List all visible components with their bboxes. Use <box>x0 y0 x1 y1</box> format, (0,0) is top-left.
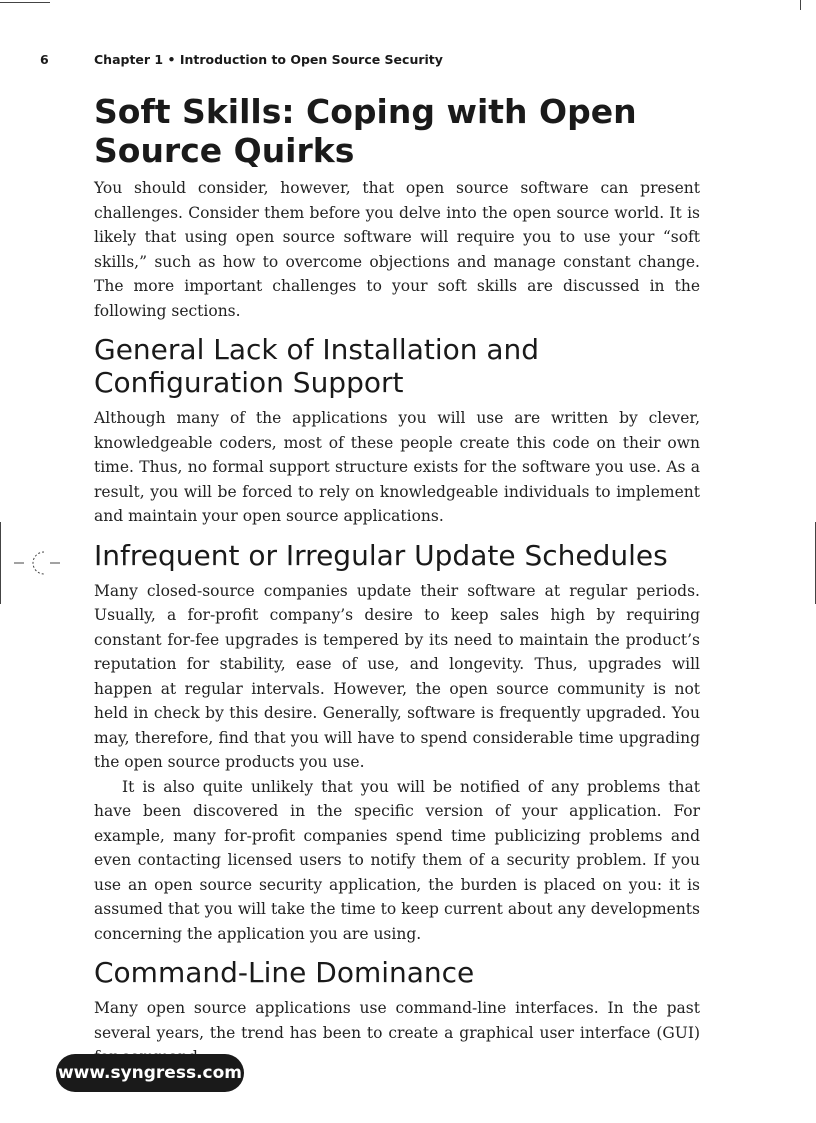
paragraph: Many closed-source companies update their software at regular periods. Usually, a for-profit company’s desire to keep sales high by requiring constant for-fee upgrades is tempered by its need to maintain the product’s reputation for stability, ease of use, and longevity. Thus, upgrades will happen at regular intervals. However, the open source community is not held in check by this desire. Generally, software is frequently upgraded. You may, therefore, find that you will have to spend considerable time upgrading the open source products you use. <box>94 581 700 771</box>
crop-mark-top-right <box>800 0 801 10</box>
side-margin-line-left <box>0 522 1 604</box>
section-heading: Soft Skills: Coping with Open Source Quirks <box>94 92 637 170</box>
registration-mark-icon <box>14 548 62 578</box>
running-header <box>40 52 776 67</box>
page-number: 6 <box>40 52 49 67</box>
paragraph: You should consider, however, that open source software can present challenges. Consider them before you delve into the open source world. It is likely that using open source software will require you to use your “soft skills,” such as how to overcome objections and manage constant change. The more important challenges to your soft skills are discussed in the following sections. <box>94 179 700 320</box>
paragraph: It is also quite unlikely that you will be notified of any problems that have been discovered in the specific version of your application. For example, many for-profit companies spend time publicizing problems and even contacting licensed users to notify them of a security problem. If you use an open source security application, the burden is placed on you: it is assumed that you will take the time to keep current about any developments concerning the application you are using. <box>94 777 700 943</box>
section-heading: General Lack of Installation and Configuration Support <box>94 333 540 399</box>
paragraph: Although many of the applications you will use are written by clever, knowledgeable coders, most of these people create this code on their own time. Thus, no formal support structure exists for the software you use. As a result, you will be forced to rely on knowledgeable individuals to implement and maintain your open source applications. <box>94 409 700 525</box>
paragraph: Many open source applications use command-line interfaces. In the past several years, the trend has been to create a graphical user interface (GUI) <box>94 999 700 1042</box>
crop-mark-top-left <box>0 2 50 3</box>
section-heading: Command-Line Dominance <box>94 956 475 989</box>
page-body <box>94 92 700 1070</box>
publisher-url-badge: www.syngress.com <box>56 1054 244 1092</box>
running-title: Chapter 1 • Introduction to Open Source Security <box>94 52 443 67</box>
section-heading: Infrequent or Irregular Update Schedules <box>94 538 668 572</box>
